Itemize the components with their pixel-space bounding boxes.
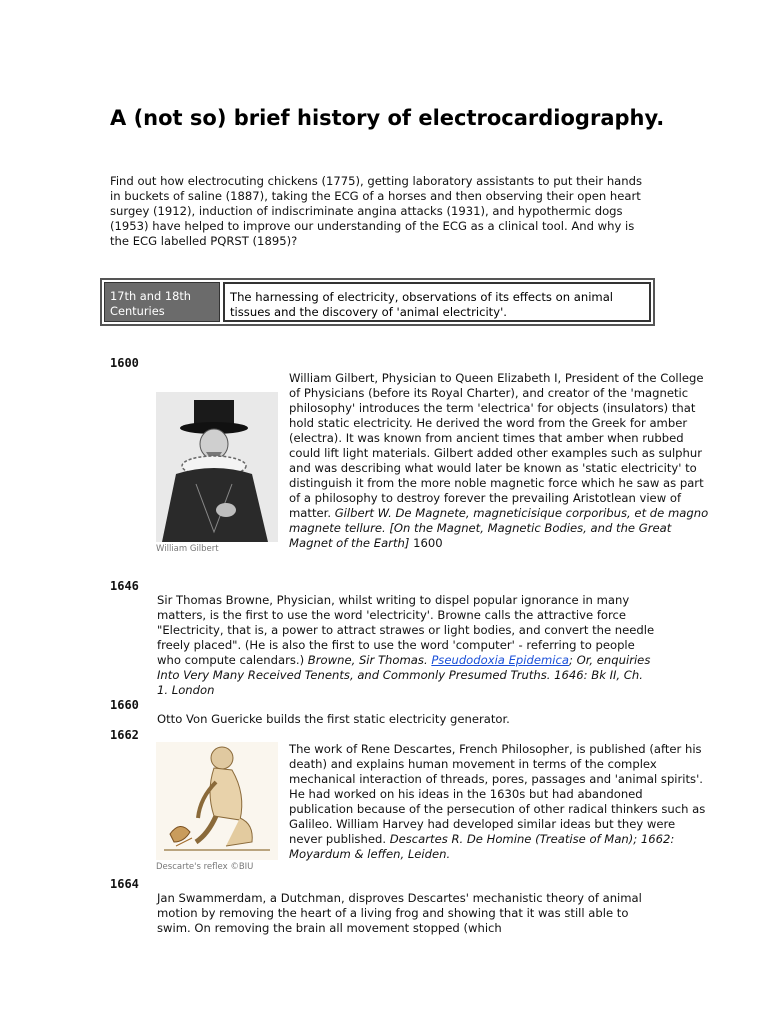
figure-caption: Descarte's reflex ©BIU	[156, 862, 254, 872]
intro-paragraph: Find out how electrocuting chickens (1775), getting laboratory assistants to put their hands in buckets of saline (1887), taking the ECG of a horses and then observing their open heart surgey (1912), induction of indiscriminate angina attacks (1931), and hypothermic dogs (1953) have helped to improve our understanding of the ECG as a clinical tool. And why is the ECG labelled PQRST (1895)?	[110, 174, 643, 248]
figure-william-gilbert	[156, 392, 278, 554]
figure-descartes-reflex	[156, 742, 278, 872]
entry-1646-text	[157, 593, 657, 698]
pseudodoxia-link[interactable]: Pseudodoxia Epidemica	[431, 653, 569, 667]
entry-body: Sir Thomas Browne, Physician, whilst writing to dispel popular ignorance in many matters, is the first to use the word 'electricity'. Browne calls the attractive force "Electricity, that is, a power to attract strawes or light bodies, and convert the needle freely placed". (He is also the first to use the word 'computer' - referring to people who compute calendars.)	[157, 593, 655, 667]
year-1600: 1600	[110, 356, 139, 370]
entry-1662-text	[289, 742, 709, 862]
entry-citation: Gilbert W. De Magnete, magneticisique corporibus, et de magno magnete tellure. [On the Magnet, Magnetic Bodies, and the Great Magnet of the Earth]	[289, 506, 709, 550]
entry-citation-year: 1600	[413, 536, 443, 550]
year-1660: 1660	[110, 698, 139, 712]
figure-caption: William Gilbert	[156, 544, 219, 554]
entry-1664-text: Jan Swammerdam, a Dutchman, disproves Descartes' mechanistic theory of animal motion by removing the heart of a living frog and showing that it was still able to swim. On removing the brain all movement stopped (which	[157, 891, 642, 935]
year-1646: 1646	[110, 579, 139, 593]
era-table	[100, 278, 655, 326]
entry-citation: Browne, Sir Thomas.	[307, 653, 428, 667]
reflex-figure-icon	[156, 742, 278, 860]
entry-body: The work of Rene Descartes, French Philosopher, is published (after his death) and explains human movement in terms of the complex mechanical interaction of threads, pores, passages and 'animal spirits'. He had worked on his ideas in the 1630s but had abandoned publication because of the persecution of other radical thinkers such as Galileo. William Harvey had developed similar ideas but they were never published.	[289, 742, 706, 846]
entry-citation: Descartes R. De Homine (Treatise of Man); 1662: Moyardum & leffen, Leiden.	[289, 832, 675, 861]
era-description: The harnessing of electricity, observations of its effects on animal tissues and the discovery of 'animal electricity'.	[223, 282, 651, 322]
entry-body: William Gilbert, Physician to Queen Elizabeth I, President of the College of Physicians (before its Royal Charter), and creator of the 'magnetic philosophy' introduces the term 'electrica' for objects (insulators) that hold static electricity. He derived the word from the Greek for amber (electra). It was known from ancient times that amber when rubbed could lift light materials. Gilbert added other examples such as sulphur and was describing what would later be known as 'static electricity' to distinguish it from the more noble magnetic force which he saw as part of a philosophy to destroy forever the prevailing Aristotlean view of matter.	[289, 371, 704, 520]
entry-1660-text: Otto Von Guericke builds the first static electricity generator.	[157, 712, 510, 726]
year-1664: 1664	[110, 877, 139, 891]
year-1662: 1662	[110, 728, 139, 742]
era-label: 17th and 18th Centuries	[104, 282, 220, 322]
page-title: A (not so) brief history of electrocardiography.	[110, 106, 665, 130]
entry-citation-rest: ; Or, enquiries Into Very Many Received Tenents, and Commonly Presumed Truths. 1646: Bk II, Ch. 1. London	[157, 653, 651, 697]
portrait-icon	[156, 392, 278, 542]
entry-1600-text	[289, 371, 709, 551]
